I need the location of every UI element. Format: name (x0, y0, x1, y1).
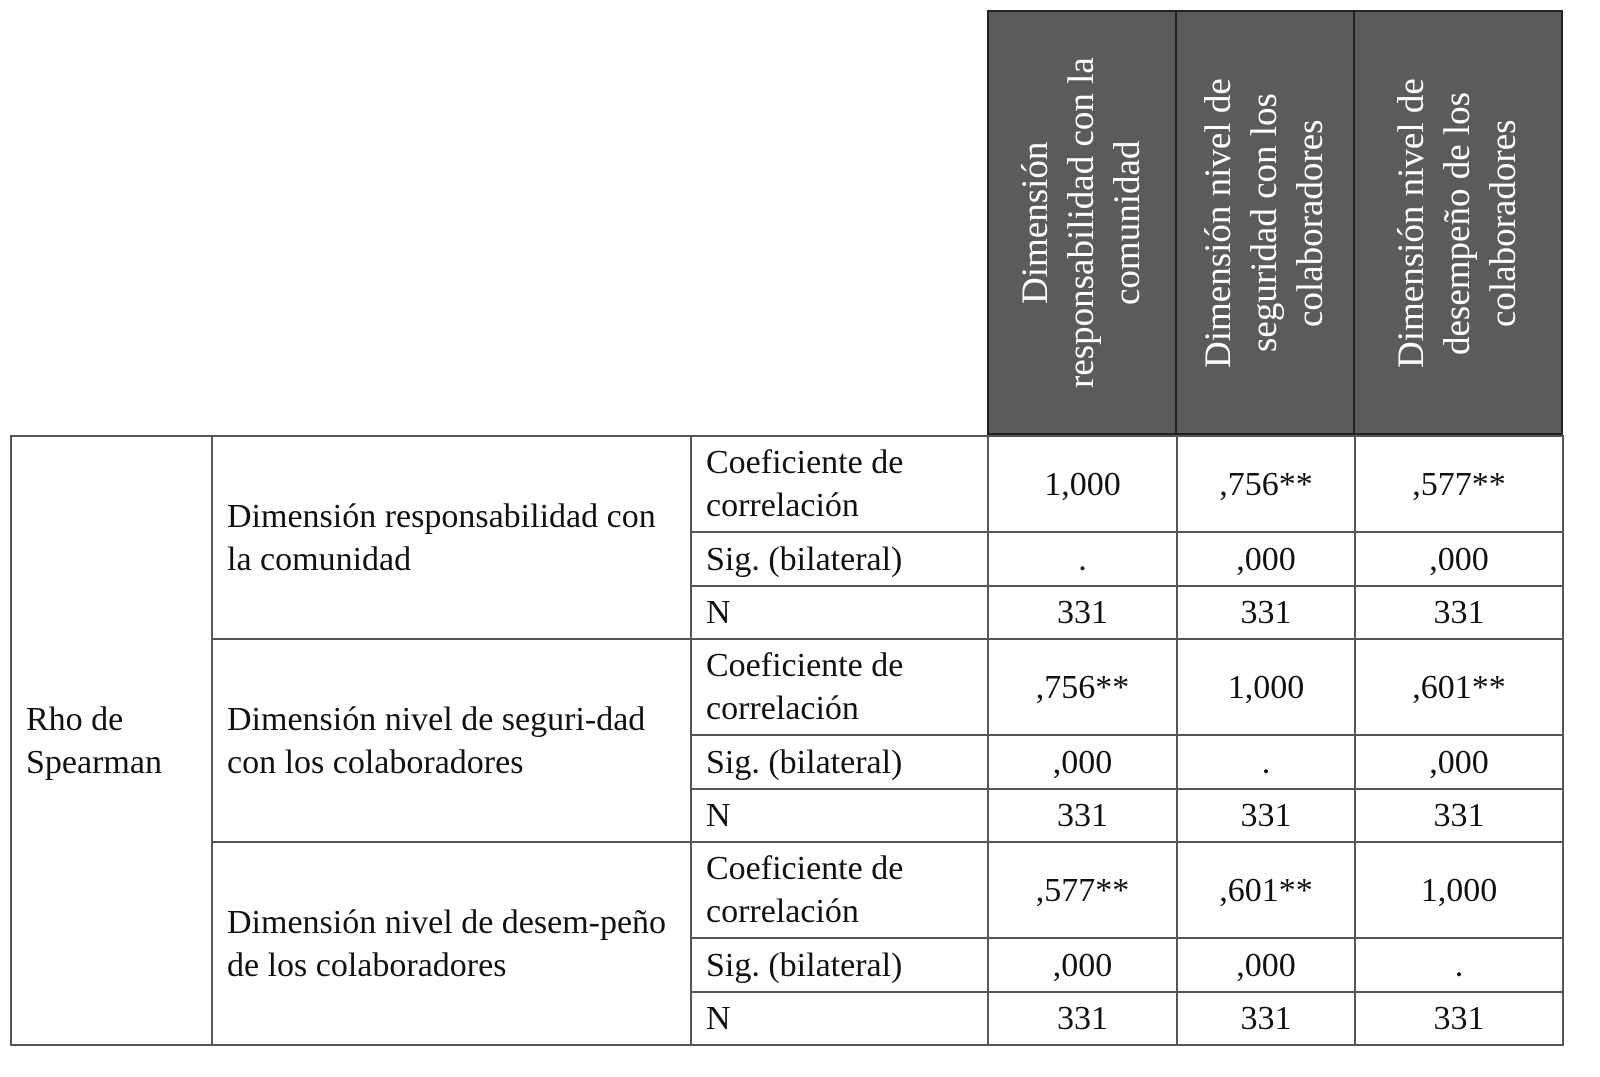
column-header-text: Dimensión nivel de desempeño de los colaboradores (1391, 77, 1524, 368)
value-cell: ,000 (988, 735, 1177, 789)
value-cell: ,601** (1355, 639, 1563, 735)
row-group-label: Dimensión nivel de desem-peño de los colaboradores (212, 842, 691, 1045)
table-row (11, 639, 1563, 735)
value-cell: ,000 (1177, 938, 1355, 992)
value-cell: ,577** (1355, 436, 1563, 532)
stat-label: N (691, 992, 988, 1045)
value-cell: 331 (988, 992, 1177, 1045)
value-cell: ,000 (1177, 532, 1355, 586)
value-cell: 331 (1177, 586, 1355, 639)
value-cell: ,000 (1355, 532, 1563, 586)
value-cell: 331 (1355, 586, 1563, 639)
table-row (11, 842, 1563, 938)
column-header-text: Dimensión responsabilidad con la comunidad (1015, 57, 1148, 388)
stat-label: N (691, 789, 988, 842)
column-header (1175, 10, 1355, 435)
value-cell: . (988, 532, 1177, 586)
value-cell: 331 (1355, 789, 1563, 842)
stat-label: Sig. (bilateral) (691, 938, 988, 992)
value-cell: 331 (1177, 992, 1355, 1045)
value-cell: . (1355, 938, 1563, 992)
value-cell: ,601** (1177, 842, 1355, 938)
value-cell: 331 (988, 586, 1177, 639)
value-cell: . (1177, 735, 1355, 789)
value-cell: ,577** (988, 842, 1177, 938)
method-label: Rho de Spearman (11, 436, 212, 1045)
stat-label: Sig. (bilateral) (691, 735, 988, 789)
value-cell: ,000 (1355, 735, 1563, 789)
column-header (987, 10, 1177, 435)
value-cell: 331 (1355, 992, 1563, 1045)
value-cell: ,756** (988, 639, 1177, 735)
value-cell: 1,000 (1355, 842, 1563, 938)
row-group-label: Dimensión responsabilidad con la comunidad (212, 436, 691, 639)
value-cell: ,756** (1177, 436, 1355, 532)
stat-label: N (691, 586, 988, 639)
column-header (1353, 10, 1563, 435)
stat-label: Coeficiente de correlación (691, 842, 988, 938)
stat-label: Sig. (bilateral) (691, 532, 988, 586)
value-cell: 331 (1177, 789, 1355, 842)
stat-label: Coeficiente de correlación (691, 436, 988, 532)
column-header-text: Dimensión nivel de seguridad con los colaboradores (1198, 77, 1331, 368)
value-cell: 1,000 (988, 436, 1177, 532)
stat-label: Coeficiente de correlación (691, 639, 988, 735)
row-group-label: Dimensión nivel de seguri-dad con los colaboradores (212, 639, 691, 842)
correlation-table (10, 435, 1564, 1046)
value-cell: ,000 (988, 938, 1177, 992)
value-cell: 1,000 (1177, 639, 1355, 735)
value-cell: 331 (988, 789, 1177, 842)
table-row (11, 436, 1563, 532)
